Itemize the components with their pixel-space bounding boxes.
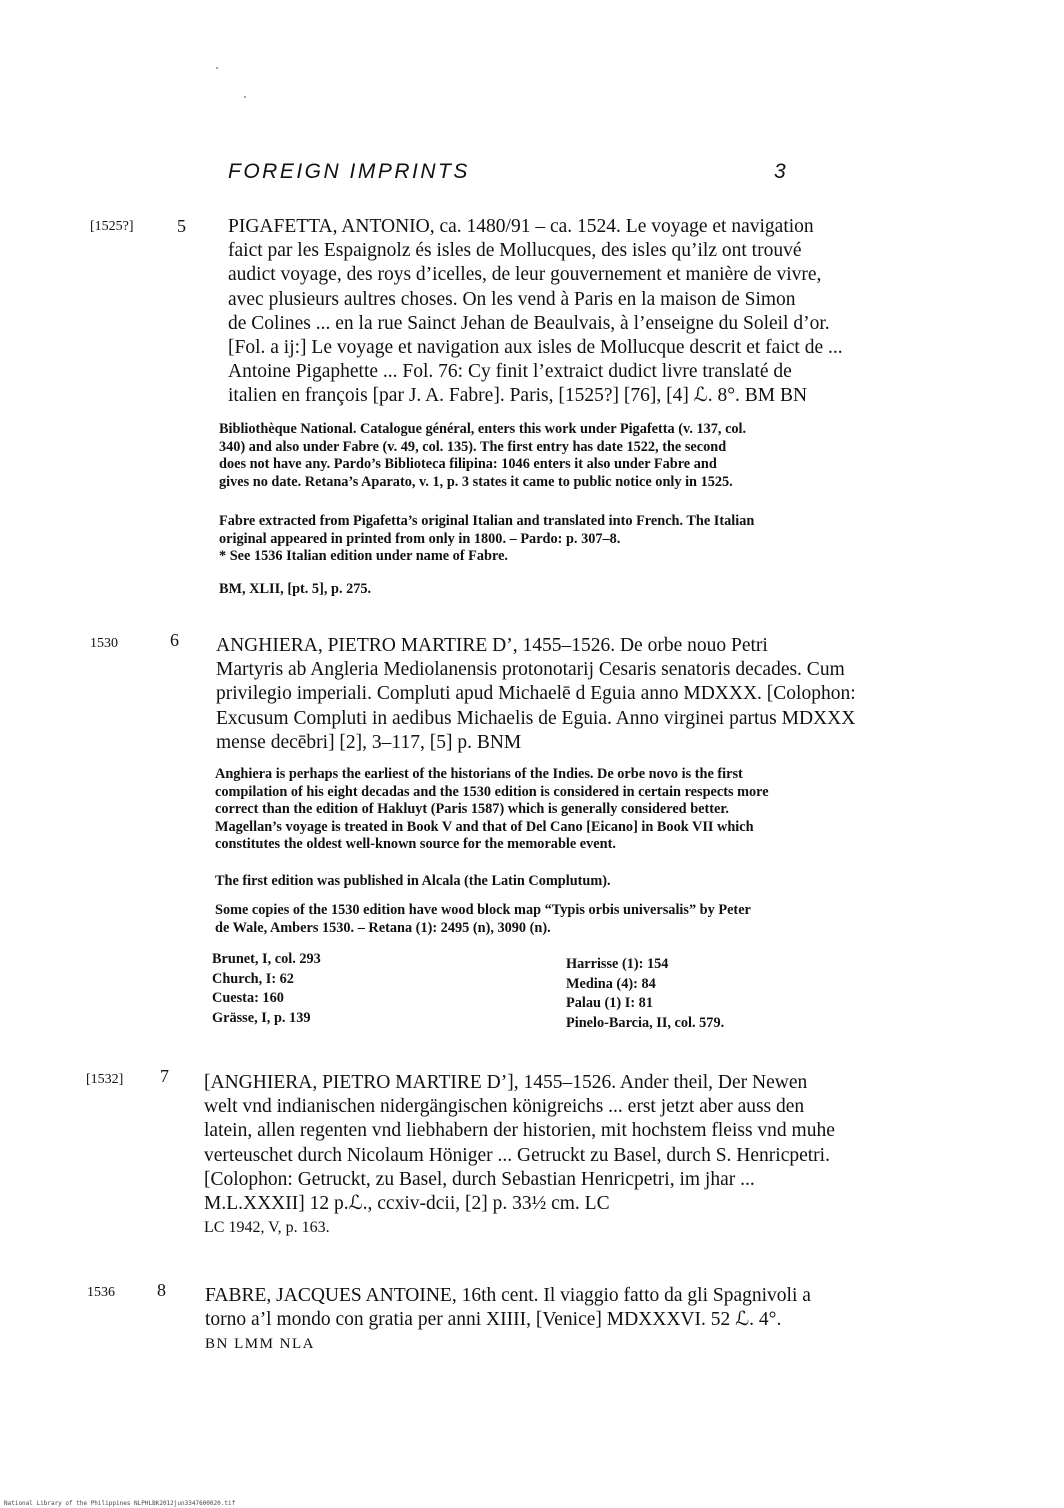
reference-item: Harrisse (1): 154 [566,956,669,972]
citation-line: italien en françois [par J. A. Fabre]. Paris, [1525?] [76], [4] ℒ. 8°. BM BN [228,385,808,407]
citation-line: latein, allen regenten vnd liebhabern der historien, mit hochstem fleiss vnd muhe [204,1120,835,1142]
reference-item: Medina (4): 84 [566,975,656,992]
citation-line: faict par les Espaignolz és isles de Mollucques, des isles qu’ilz ont trouvé [228,240,802,262]
entry-number: 7 [160,1066,169,1086]
citation-line: de Colines ... en la rue Sainct Jehan de Beaulvais, à l’enseigne du Soleil d’or. [228,312,830,334]
citation-line: Martyris ab Angleria Mediolanensis protonotarij Cesaris senatoris decades. Cum [216,659,845,681]
scan-speck [216,67,218,69]
reference-item: Cuesta: 160 [212,990,284,1006]
entry-year: 1536 [87,1285,115,1300]
citation-line: [Colophon: Getruckt, zu Basel, durch Sebastian Henricpetri, im jhar ... [204,1168,755,1190]
citation-line: privilegio imperiali. Compluti apud Michaelē d Eguia anno MDXXX. [Colophon: [216,683,856,705]
citation-line: welt vnd indianischen nidergängischen königreichs ... erst jetzt aber auss den [204,1096,805,1118]
entry-number: 5 [177,216,186,236]
entry-note: The first edition was published in Alcala (the Latin Complutum). [215,873,611,889]
entry-citation [216,634,856,755]
entry-year: 1530 [90,636,118,651]
entry-reference: BM, XLII, [pt. 5], p. 275. [219,581,372,597]
citation-line: M.L.XXXII] 12 p.ℒ., ccxiv-dcii, [2] p. 33½ cm. LC [204,1193,610,1215]
citation-line: PIGAFETTA, ANTONIO, ca. 1480/91 – ca. 1524. Le voyage et navigation [228,216,814,237]
entry-citation [204,1071,835,1240]
reference-column-left [212,950,321,1028]
citation-line: mense decēbri] [2], 3–117, [5] p. BNM [216,731,522,753]
entry-citation [205,1284,811,1357]
entry-note: Some copies of the 1530 edition have wood block map “Typis orbis universalis” by Peter de Wale, Ambers 1530. – Retana (1): 2495 (n), 3090 (n). [215,902,751,936]
entry-year: [1532] [86,1072,124,1087]
citation-line: audict voyage, des roys d’icelles, de leur gouvernement et manière de vivre, [228,264,822,286]
entry-note: Fabre extracted from Pigafetta’s original Italian and translated into French. The Italian original appeared in printed from only in 1800. – Pardo: p. 307–8. * See 1536 Italian edition under name of Fabre. [219,513,755,564]
entry-number: 6 [170,630,179,650]
citation-line: torno a’l mondo con gratia per anni XIIII, [Venice] MDXXXVI. 52 ℒ. 4°. [205,1309,782,1331]
entry-citation [228,215,843,409]
citation-line: avec plusieurs aultres choses. On les vend à Paris en la maison de Simon [228,288,796,310]
citation-line: [ANGHIERA, PIETRO MARTIRE D’], 1455–1526. Ander theil, Der Newen [204,1072,808,1093]
entry-note: Bibliothèque National. Catalogue général, enters this work under Pigafetta (v. 137, col. 340) and also under Fabre (v. 49, col. 135). The first entry has date 1522, the second does not have any. Pardo’s Biblioteca filipina: 1046 enters it also under Fabre and gives no date. Retana’s Aparato, v. 1, p. 3 states it came to public notice only in 1525. [219,421,747,490]
citation-line: ANGHIERA, PIETRO MARTIRE D’, 1455–1526. De orbe nouo Petri [216,635,768,656]
entry-number: 8 [157,1280,166,1300]
reference-item: Church, I: 62 [212,970,294,987]
page-number: 3 [774,160,786,183]
scan-footer-tag: National Library of the Philippines NLPHLBK2012jun3347600020.tif [4,1500,236,1507]
reference-item: Pinelo-Barcia, II, col. 579. [566,1014,725,1031]
citation-line: [Fol. a ij:] Le voyage et navigation aux isles de Mollucque descrit et faict de ... [228,337,843,359]
reference-item: Brunet, I, col. 293 [212,951,321,967]
citation-line: Excusum Compluti in aedibus Michaelis de Eguia. Anno virginei partus MDXXX [216,707,856,729]
scan-speck [244,96,246,98]
reference-item: Palau (1) I: 81 [566,995,653,1011]
running-header-title: FOREIGN IMPRINTS [228,160,470,183]
citation-line: FABRE, JACQUES ANTOINE, 16th cent. Il viaggio fatto da gli Spagnivoli a [205,1285,811,1306]
citation-line: BN LMM NLA [205,1336,316,1353]
citation-line: verteuschet durch Nicolaum Höniger ... Getruckt zu Basel, durch S. Henricpetri. [204,1144,830,1166]
reference-item: Grässe, I, p. 139 [212,1009,311,1026]
entry-year: [1525?] [90,219,134,234]
reference-column-right [566,955,724,1033]
citation-line: Antoine Pigaphette ... Fol. 76: Cy finit l’extraict dudict livre translaté de [228,361,792,383]
entry-note: Anghiera is perhaps the earliest of the historians of the Indies. De orbe novo is the first compilation of his eight decadas and the 1530 edition is considered in certain respects more correct than the edition of Hakluyt (Paris 1587) which is generally considered better. Magellan’s voyage is treated in Book V and that of Del Cano [Eicano] in Book VII which constitutes the oldest well-known source for the memorable event. [215,766,769,852]
citation-line: LC 1942, V, p. 163. [204,1219,330,1237]
